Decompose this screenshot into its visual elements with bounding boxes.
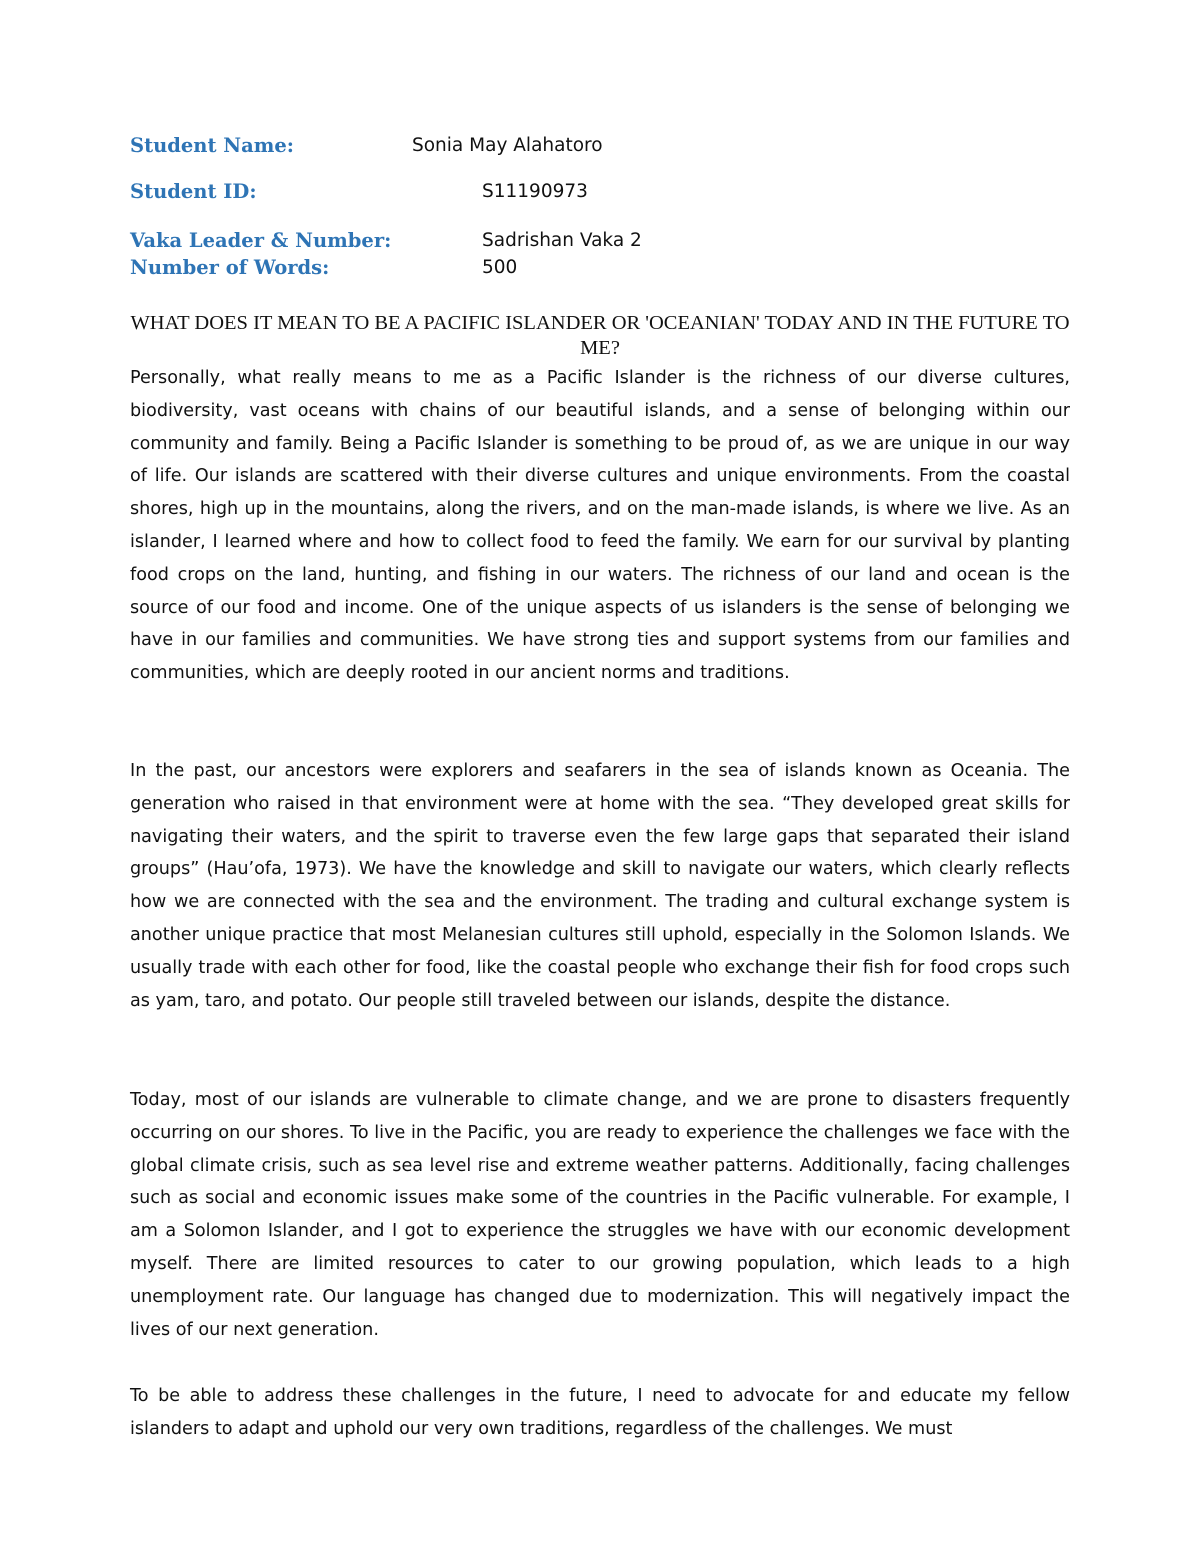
paragraph-2: In the past, our ancestors were explorers and seafarers in the sea of islands known as Oceania. The generation who raised in that environment were at home with the sea. “They developed great skills for navigating their waters, and the spirit to traverse even the few large gaps that separated their island groups” (Hau’ofa, 1973). We have the knowledge and skill to navigate our waters, which clearly reflects how we are connected with the sea and the environment. The trading and cultural exchange system is another unique practice that most Melanesian cultures still uphold, especially in the Solomon Islands. We usually trade with each other for food, like the coastal people who exchange their fish for food crops such as yam, taro, and potato. Our people still traveled between our islands, despite the distance. xyxy=(130,761,1070,1011)
student-id-value: S11190973 xyxy=(482,181,588,202)
paragraph-1: Personally, what really means to me as a Pacific Islander is the richness of our diverse cultures, biodiversity, vast oceans with chains of our beautiful islands, and a sense of belonging within our community and family. Being a Pacific Islander is something to be proud of, as we are unique in our way of life. Our islands are scattered with their diverse cultures and unique environments. From the coastal shores, high up in the mountains, along the rivers, and on the man-made islands, is where we live. As an islander, I learned where and how to collect food to feed the family. We earn for our survival by planting food crops on the land, hunting, and fishing in our waters. The richness of our land and ocean is the source of our food and income. One of the unique aspects of us islanders is the sense of belonging we have in our families and communities. We have strong ties and support systems from our families and communities, which are deeply rooted in our ancient norms and traditions. xyxy=(130,368,1070,684)
essay-title: WHAT DOES IT MEAN TO BE A PACIFIC ISLANDER OR 'OCEANIAN' TODAY AND IN THE FUTURE TO ME? xyxy=(130,312,1070,359)
paragraph-4: To be able to address these challenges in the future, I need to advocate for and educate my fellow islanders to adapt and uphold our very own traditions, regardless of the challenges. We must xyxy=(130,1386,1070,1439)
paragraph-3: Today, most of our islands are vulnerable to climate change, and we are prone to disasters frequently occurring on our shores. To live in the Pacific, you are ready to experience the challenges we face with the global climate crisis, such as sea level rise and extreme weather patterns. Additionally, facing challenges such as social and economic issues make some of the countries in the Pacific vulnerable. For example, I am a Solomon Islander, and I got to experience the struggles we have with our economic development myself. There are limited resources to cater to our growing population, which leads to a high unemployment rate. Our language has changed due to modernization. This will negatively impact the lives of our next generation. xyxy=(130,1090,1070,1340)
word-count-value: 500 xyxy=(482,257,518,278)
vaka-leader-label: Vaka Leader & Number: xyxy=(130,229,392,252)
student-id-label: Student ID: xyxy=(130,180,257,203)
student-name-label: Student Name: xyxy=(130,134,294,157)
word-count-label: Number of Words: xyxy=(130,256,330,279)
vaka-leader-value: Sadrishan Vaka 2 xyxy=(482,230,642,251)
student-name-value: Sonia May Alahatoro xyxy=(412,135,603,156)
